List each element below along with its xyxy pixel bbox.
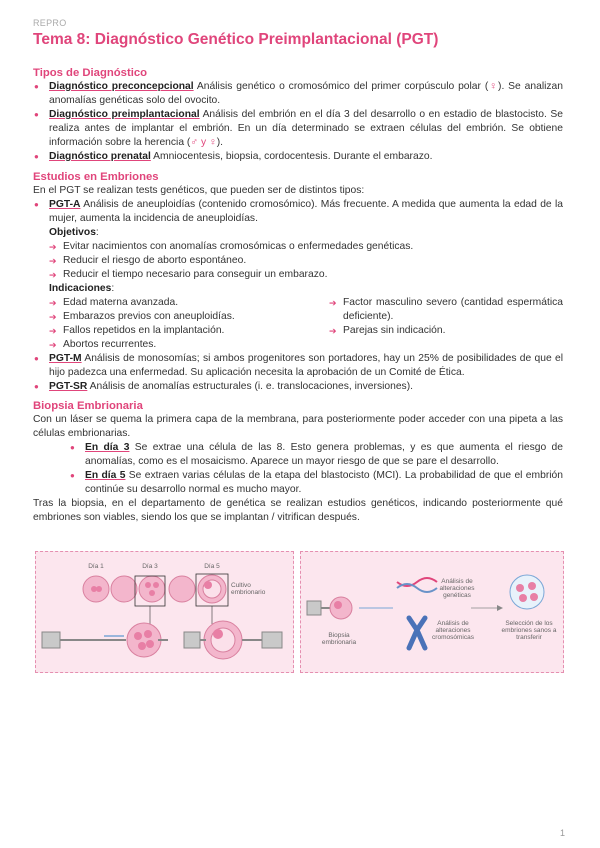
indicaciones-columns <box>49 296 563 352</box>
page-number: 1 <box>560 828 566 838</box>
pgt-sr-item: ● PGT-SR Análisis de anomalías estructurales (i. e. translocaciones, inversiones). <box>33 380 563 394</box>
doc-header: REPRO <box>33 18 67 28</box>
pgt-a-details: Objetivos: ➔ Evitar nacimientos con anomalías cromosómicas o enfermedades genéticas. ➔ Reducir el riesgo de aborto espontáneo. ➔ Reducir el tiempo necesario para conseguir un embarazo. Indicaciones: ➔ Edad materna avanzada. ➔ Embarazos previos con aneuploidías. ➔ Fallos repetidos en la implantación. ➔ Abortos recurrentes. ➔ Factor masculino severo (cantidad espermática deficiente). ➔ Parejas sin indicación. <box>33 226 563 352</box>
section-biopsia-heading: Biopsia Embrionaria <box>33 400 143 412</box>
estudios-intro: En el PGT se realizan tests genéticos, que pueden ser de distintos tipos: <box>33 185 365 196</box>
indicacion-item: ➔ Embarazos previos con aneuploidías. <box>49 310 314 324</box>
day1-label: Día 1 <box>88 563 104 570</box>
pgt-m-item: ● PGT-M Análisis de monosomías; si ambos progenitores son portadores, hay un 25% de posibilidades de que el hijo padezca una enfermedad. Su aplicación necesita la aprobación de un Comité de Ética. <box>33 352 563 380</box>
estudios-list-2 <box>33 352 563 394</box>
indicacion-item: ➔ Fallos repetidos en la implantación. <box>49 324 314 338</box>
indicaciones-label: Indicaciones <box>49 283 112 294</box>
biopsia-outro: Tras la biopsia, en el departamento de genética se realizan estudios genéticos, indicando posteriormente qué embriones son viables, siendo los que se implantan / vitrifican después. <box>33 498 563 523</box>
analisis-cromosomicas-label: Análisis de alteraciones cromosómicas <box>432 620 474 641</box>
section-estudios-heading: Estudios en Embriones <box>33 171 159 183</box>
estudios-list <box>33 198 563 226</box>
seleccion-label: Selección de los embriones sanos a transferir <box>501 620 557 641</box>
indicacion-item: ➔ Abortos recurrentes. <box>49 338 314 352</box>
objetivo-item: ➔ Reducir el riesgo de aborto espontáneo. <box>49 254 563 268</box>
biopsia-intro: Con un láser se quema la primera capa de la membrana, para posteriormente poder acceder con una pipeta a las células embrionarias. <box>33 414 563 439</box>
main-content <box>33 66 563 525</box>
figure-panel-left <box>35 551 294 673</box>
cultivo-label: Cultivo embrionario <box>231 582 266 596</box>
figure-panel-right <box>300 551 564 673</box>
biopsia-list <box>33 441 563 497</box>
tipo-item: ● Diagnóstico prenatal Amniocentesis, biopsia, cordocentesis. Durante el embarazo. <box>33 150 563 164</box>
biopsia-item: ● En día 5 Se extraen varias células de la etapa del blastocisto (MCI). La probabilidad de que el embrión continúe su desarrollo normal es mucho mayor. <box>69 469 563 497</box>
objetivos-label: Objetivos <box>49 227 96 238</box>
page-title: Tema 8: Diagnóstico Genético Preimplantacional (PGT) <box>33 31 439 48</box>
day5-label: Día 5 <box>204 563 220 570</box>
tipo-item: ● Diagnóstico preimplantacional Análisis del embrión en el día 3 del desarrollo o en estadio de blastocisto. Se realiza antes de implantar el embrión. En un día determinado se extraen células del embrión. Se obtiene información sobre la herencia (♂ y ♀). <box>33 108 563 150</box>
female-symbol-icon: ♀ <box>488 81 499 92</box>
biopsia-label: Biopsia embrionaria <box>321 632 357 646</box>
pgt-a-item: ● PGT-A Análisis de aneuploidías (contenido cromosómico). Más frecuente. A medida que aumenta la edad de la mujer, aumenta la incidencia de aneuploidías. <box>33 198 563 226</box>
section-tipos-heading: Tipos de Diagnóstico <box>33 67 148 79</box>
tipo-item: ● Diagnóstico preconcepcional Análisis genético o cromosómico del primer corpúsculo polar (♀). Se analizan anomalías genéticas solo del ovocito. <box>33 80 563 108</box>
objetivo-item: ➔ Evitar nacimientos con anomalías cromosómicas o enfermedades genéticas. <box>49 240 563 254</box>
indicacion-item: ➔ Edad materna avanzada. <box>49 296 314 310</box>
tipos-list <box>33 80 563 164</box>
biopsy-figure <box>35 551 564 673</box>
embryo-culture-illustration <box>36 552 293 672</box>
objetivo-item: ➔ Reducir el tiempo necesario para conseguir un embarazo. <box>49 268 563 282</box>
gender-symbols-icon: ♂ y ♀ <box>190 137 217 148</box>
indicacion-item: ➔ Factor masculino severo (cantidad espermática deficiente). <box>329 296 563 324</box>
indicacion-item: ➔ Parejas sin indicación. <box>329 324 563 338</box>
day3-label: Día 3 <box>142 563 158 570</box>
analisis-geneticas-label: Análisis de alteraciones genéticas <box>439 578 475 599</box>
biopsia-item: ● En día 3 Se extrae una célula de las 8. Esto genera problemas, y es que aumenta el riesgo de anomalías, como es el mosaicismo. Aparece un mayor riesgo de que se pare el desarrollo. <box>69 441 563 469</box>
genetic-analysis-illustration <box>301 552 563 672</box>
